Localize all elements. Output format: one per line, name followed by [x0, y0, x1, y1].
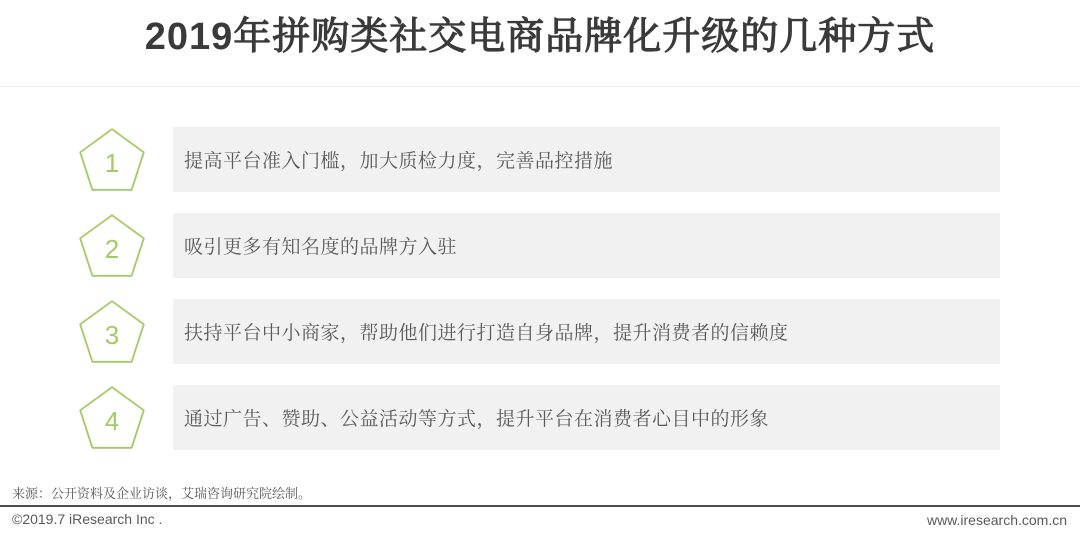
item-text: 扶持平台中小商家，帮助他们进行打造自身品牌，提升消费者的信赖度	[184, 323, 789, 344]
footer-website: www.iresearch.com.cn	[926, 512, 1067, 528]
footer-source-note: 来源：公开资料及企业访谈，艾瑞咨询研究院绘制。	[12, 486, 312, 501]
item-number: 1	[104, 147, 120, 178]
item-number: 2	[104, 233, 120, 264]
item-text-box	[173, 213, 1000, 278]
item-text-box	[173, 385, 1000, 450]
pentagon-icon	[79, 386, 145, 449]
pentagon-icon	[79, 128, 145, 191]
list-item	[79, 299, 1000, 364]
list-item	[79, 213, 1000, 278]
footer-divider	[0, 505, 1080, 507]
pentagon-icon	[79, 300, 145, 363]
item-text-box	[173, 127, 1000, 192]
item-number: 4	[104, 405, 120, 436]
item-text: 吸引更多有知名度的品牌方入驻	[184, 237, 458, 258]
item-text-box	[173, 299, 1000, 364]
list-item	[79, 385, 1000, 450]
list-item	[79, 127, 1000, 192]
item-text: 通过广告、赞助、公益活动等方式，提升平台在消费者心目中的形象	[184, 409, 770, 430]
item-number: 3	[104, 319, 120, 350]
pentagon-icon	[79, 214, 145, 277]
title-divider	[0, 86, 1080, 87]
method-list	[79, 127, 1000, 450]
footer-copyright: ©2019.7 iResearch Inc .	[12, 511, 163, 527]
page-title: 2019年拼购类社交电商品牌化升级的几种方式	[144, 16, 936, 58]
item-text: 提高平台准入门槛，加大质检力度，完善品控措施	[184, 151, 614, 172]
